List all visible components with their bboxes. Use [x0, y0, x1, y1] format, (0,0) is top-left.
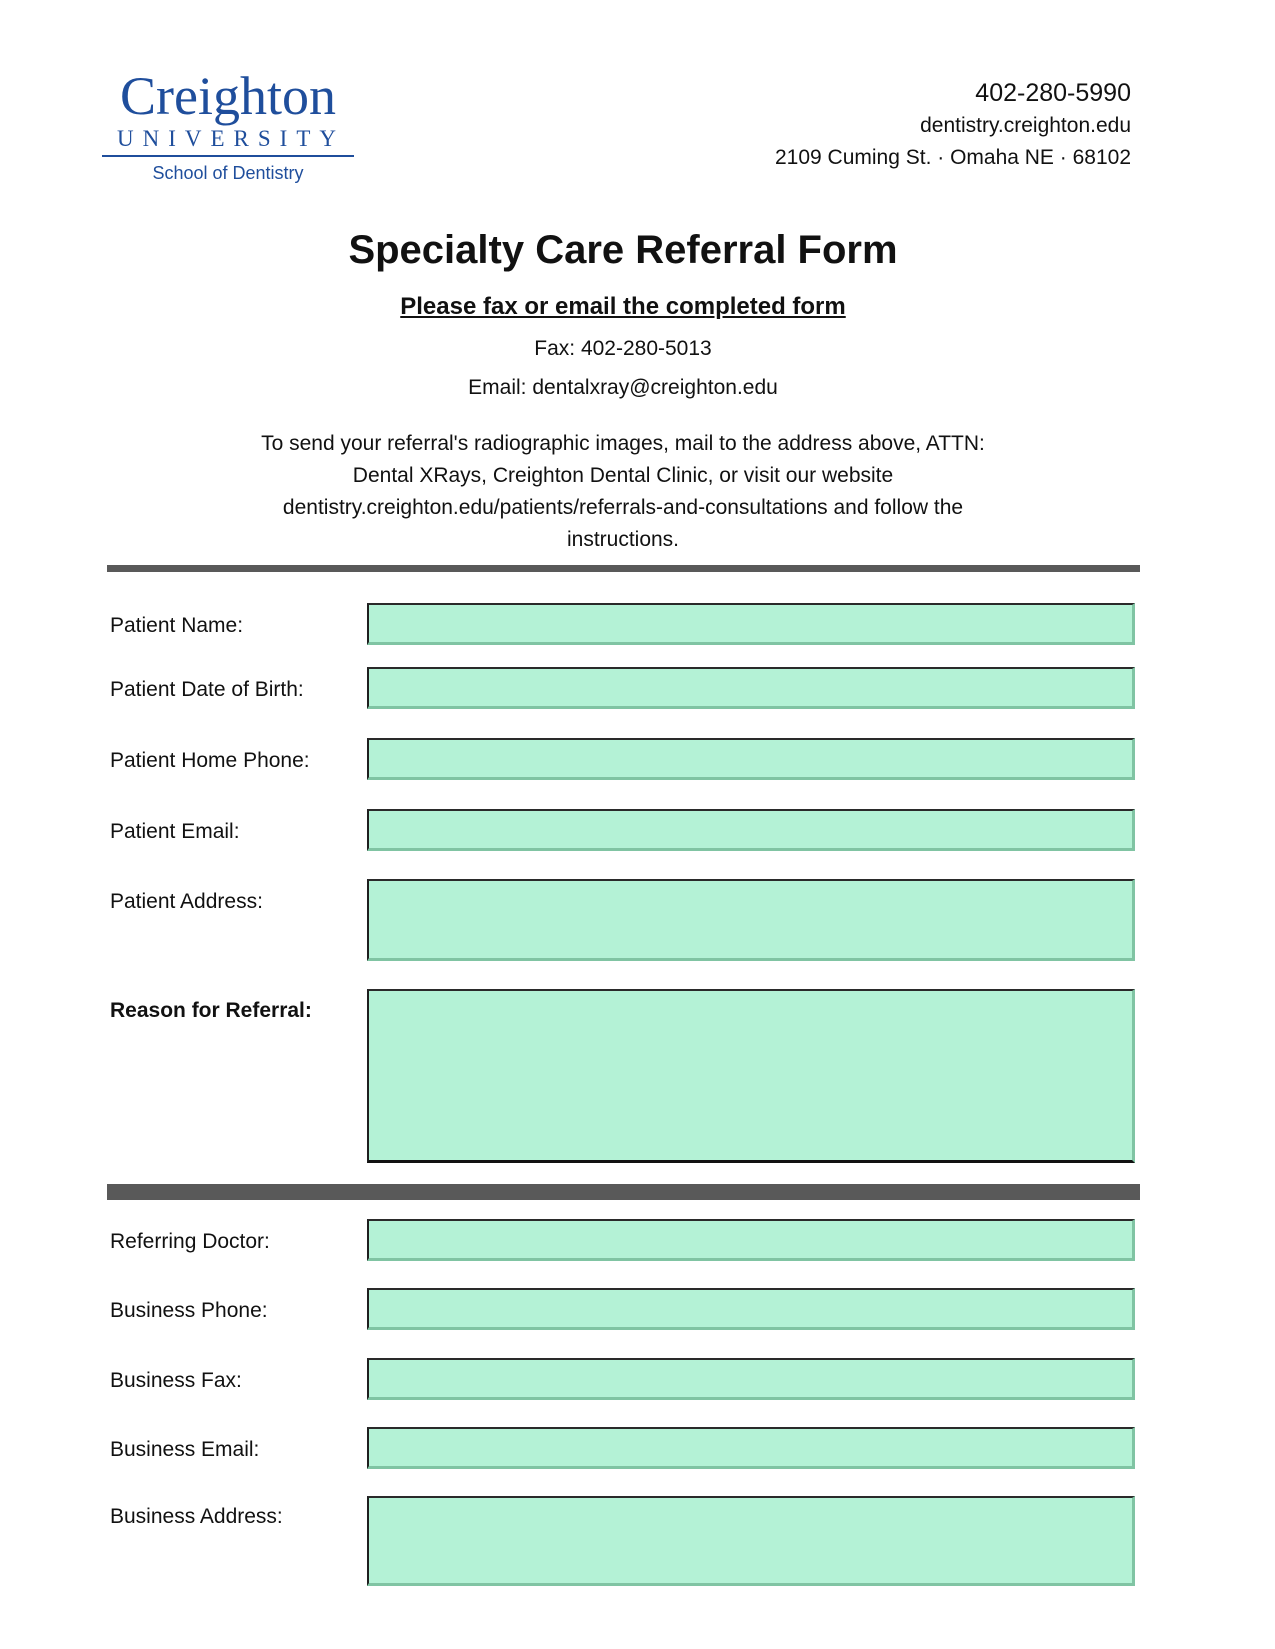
- patient-dob-field[interactable]: [367, 667, 1135, 709]
- patient-email-label: Patient Email:: [110, 820, 240, 843]
- fax-number: Fax: 402-280-5013: [534, 337, 712, 360]
- contact-block: [775, 76, 1131, 174]
- business-email-label: Business Email:: [110, 1438, 260, 1461]
- form-title: Specialty Care Referral Form: [348, 228, 898, 272]
- business-phone-field[interactable]: [367, 1288, 1135, 1330]
- business-address-field[interactable]: [367, 1496, 1135, 1586]
- logo-divider: [102, 155, 354, 157]
- patient-name-field[interactable]: [367, 603, 1135, 645]
- referring-doctor-label: Referring Doctor:: [110, 1230, 270, 1253]
- logo-university: UNIVERSITY: [117, 126, 345, 151]
- contact-address: 2109 Cuming St. · Omaha NE · 68102: [774, 146, 1131, 169]
- logo-school: School of Dentistry: [152, 163, 304, 183]
- section-divider-middle: [107, 1184, 1140, 1200]
- referring-doctor-field[interactable]: [367, 1219, 1135, 1261]
- patient-home-phone-field[interactable]: [367, 738, 1135, 780]
- logo-wordmark: Creighton: [120, 66, 336, 126]
- patient-address-field[interactable]: [367, 879, 1135, 961]
- instructions-text: To send your referral's radiographic images, mail to the address above, ATTN: Dental XRays, Creighton Dental Clinic, or visit our website dentistry.creighton.edu/patients/referrals-and-consultations and follow the instructions.: [261, 432, 985, 551]
- email-address: Email: dentalxray@creighton.edu: [468, 376, 778, 399]
- section-divider-top: [107, 565, 1140, 572]
- business-address-label: Business Address:: [110, 1505, 283, 1528]
- patient-home-phone-label: Patient Home Phone:: [110, 749, 310, 772]
- reason-for-referral-field[interactable]: [367, 989, 1135, 1163]
- patient-email-field[interactable]: [367, 809, 1135, 851]
- form-subtitle: Please fax or email the completed form: [400, 293, 846, 320]
- creighton-logo: [102, 68, 354, 184]
- business-fax-field[interactable]: [367, 1358, 1135, 1400]
- business-email-field[interactable]: [367, 1427, 1135, 1469]
- contact-website: dentistry.creighton.edu: [920, 114, 1131, 137]
- patient-name-label: Patient Name:: [110, 614, 244, 637]
- contact-phone: 402-280-5990: [975, 79, 1131, 107]
- business-phone-label: Business Phone:: [110, 1299, 268, 1322]
- patient-address-label: Patient Address:: [110, 890, 263, 913]
- patient-dob-label: Patient Date of Birth:: [110, 678, 304, 701]
- reason-for-referral-label: Reason for Referral:: [110, 999, 312, 1022]
- business-fax-label: Business Fax:: [110, 1369, 242, 1392]
